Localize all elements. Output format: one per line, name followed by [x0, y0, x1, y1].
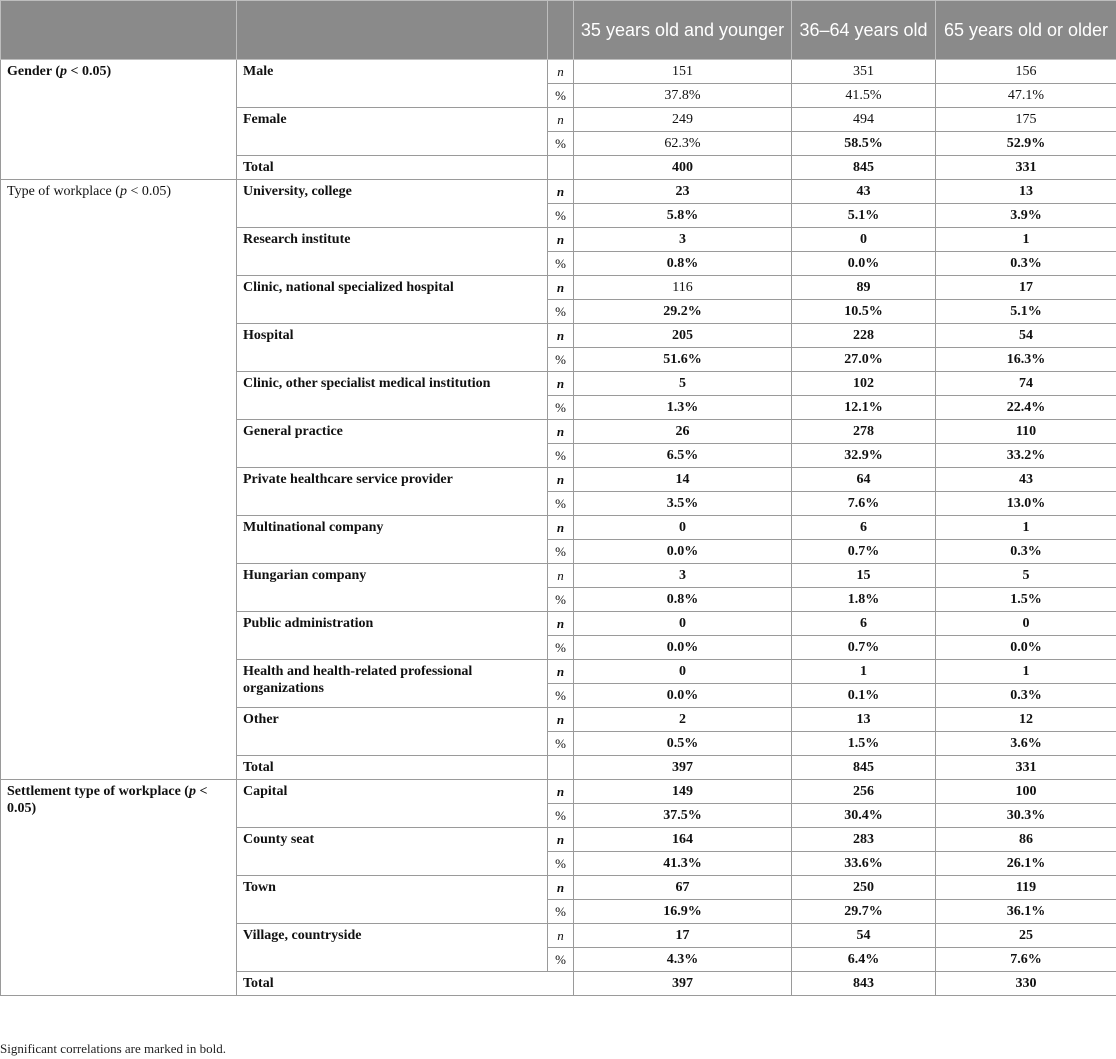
count-cell: 494	[792, 108, 936, 132]
count-cell: 12	[936, 708, 1116, 732]
count-cell: 110	[936, 420, 1116, 444]
stat-pct-label: %	[548, 900, 574, 924]
percent-cell: 41.5%	[792, 84, 936, 108]
total-stat-blank	[548, 756, 574, 780]
count-cell: 151	[574, 60, 792, 84]
percent-cell: 37.5%	[574, 804, 792, 828]
count-cell: 64	[792, 468, 936, 492]
percent-cell: 0.8%	[574, 588, 792, 612]
stat-n-label: n	[548, 660, 574, 684]
subgroup-label: Health and health-related professional organizations	[237, 660, 548, 708]
table-body	[1, 60, 1116, 996]
percent-cell: 5.1%	[792, 204, 936, 228]
percent-cell: 30.4%	[792, 804, 936, 828]
table-row	[1, 180, 1116, 204]
count-cell: 13	[936, 180, 1116, 204]
percent-cell: 32.9%	[792, 444, 936, 468]
count-cell: 5	[936, 564, 1116, 588]
count-cell: 249	[574, 108, 792, 132]
stat-n-label: n	[548, 708, 574, 732]
subgroup-label: Multinational company	[237, 516, 548, 564]
total-label: Total	[237, 756, 548, 780]
count-cell: 54	[792, 924, 936, 948]
percent-cell: 7.6%	[936, 948, 1116, 972]
count-cell: 2	[574, 708, 792, 732]
count-cell: 250	[792, 876, 936, 900]
subgroup-label: Male	[237, 60, 548, 108]
stat-pct-label: %	[548, 300, 574, 324]
count-cell: 100	[936, 780, 1116, 804]
count-cell: 0	[574, 516, 792, 540]
header-blank-2	[237, 1, 548, 60]
stat-pct-label: %	[548, 444, 574, 468]
count-cell: 54	[936, 324, 1116, 348]
percent-cell: 10.5%	[792, 300, 936, 324]
percent-cell: 52.9%	[936, 132, 1116, 156]
stat-n-label: n	[548, 372, 574, 396]
group-p-prefix: (	[51, 64, 61, 79]
percent-cell: 6.4%	[792, 948, 936, 972]
percent-cell: 0.0%	[936, 636, 1116, 660]
count-cell: 5	[574, 372, 792, 396]
count-cell: 149	[574, 780, 792, 804]
group-p-letter: p	[60, 64, 68, 79]
count-cell: 26	[574, 420, 792, 444]
stat-pct-label: %	[548, 492, 574, 516]
subgroup-label: Hungarian company	[237, 564, 548, 612]
percent-cell: 13.0%	[936, 492, 1116, 516]
percent-cell: 1.8%	[792, 588, 936, 612]
percent-cell: 58.5%	[792, 132, 936, 156]
percent-cell: 36.1%	[936, 900, 1116, 924]
stat-n-label: n	[548, 468, 574, 492]
count-cell: 14	[574, 468, 792, 492]
count-cell: 3	[574, 228, 792, 252]
count-cell: 25	[936, 924, 1116, 948]
subgroup-label: Capital	[237, 780, 548, 828]
group-label-text: Type of workplace	[7, 184, 112, 199]
count-cell: 175	[936, 108, 1116, 132]
subgroup-label: Research institute	[237, 228, 548, 276]
percent-cell: 0.5%	[574, 732, 792, 756]
percent-cell: 0.0%	[574, 636, 792, 660]
group-label-text: Settlement type of workplace	[7, 784, 181, 799]
total-cell: 845	[792, 156, 936, 180]
total-label: Total	[237, 972, 574, 996]
subgroup-label: Public administration	[237, 612, 548, 660]
percent-cell: 6.5%	[574, 444, 792, 468]
stat-n-label: n	[548, 108, 574, 132]
count-cell: 205	[574, 324, 792, 348]
count-cell: 43	[792, 180, 936, 204]
header-age-35-younger: 35 years old and younger	[574, 1, 792, 60]
percent-cell: 27.0%	[792, 348, 936, 372]
stat-n-label: n	[548, 780, 574, 804]
percent-cell: 33.2%	[936, 444, 1116, 468]
percent-cell: 0.8%	[574, 252, 792, 276]
count-cell: 6	[792, 612, 936, 636]
stat-pct-label: %	[548, 396, 574, 420]
group-p-value: < 0.05)	[67, 64, 112, 79]
header-blank-3	[548, 1, 574, 60]
stat-n-label: n	[548, 924, 574, 948]
stat-n-label: n	[548, 276, 574, 300]
percent-cell: 0.7%	[792, 636, 936, 660]
stat-pct-label: %	[548, 588, 574, 612]
percent-cell: 0.3%	[936, 252, 1116, 276]
count-cell: 102	[792, 372, 936, 396]
stat-n-label: n	[548, 516, 574, 540]
stat-pct-label: %	[548, 684, 574, 708]
stat-n-label: n	[548, 612, 574, 636]
stat-n-label: n	[548, 60, 574, 84]
stat-pct-label: %	[548, 84, 574, 108]
count-cell: 1	[792, 660, 936, 684]
count-cell: 0	[792, 228, 936, 252]
count-cell: 86	[936, 828, 1116, 852]
percent-cell: 33.6%	[792, 852, 936, 876]
stat-pct-label: %	[548, 804, 574, 828]
total-cell: 845	[792, 756, 936, 780]
subgroup-label: Other	[237, 708, 548, 756]
stat-pct-label: %	[548, 852, 574, 876]
group-p-prefix: (	[111, 184, 120, 199]
subgroup-label: Hospital	[237, 324, 548, 372]
total-cell: 330	[936, 972, 1116, 996]
group-p-value: < 0.05)	[126, 184, 171, 199]
percent-cell: 0.0%	[574, 540, 792, 564]
header-age-36-64: 36–64 years old	[792, 1, 936, 60]
footnote: Significant correlations are marked in bold.	[0, 1041, 226, 1056]
count-cell: 156	[936, 60, 1116, 84]
group-p-letter: p	[119, 184, 127, 199]
count-cell: 17	[574, 924, 792, 948]
count-cell: 89	[792, 276, 936, 300]
percent-cell: 22.4%	[936, 396, 1116, 420]
percent-cell: 26.1%	[936, 852, 1116, 876]
percent-cell: 51.6%	[574, 348, 792, 372]
percent-cell: 1.5%	[792, 732, 936, 756]
stat-n-label: n	[548, 564, 574, 588]
group-p-letter: p	[188, 784, 196, 799]
count-cell: 17	[936, 276, 1116, 300]
group-label	[1, 60, 237, 180]
count-cell: 0	[574, 660, 792, 684]
count-cell: 116	[574, 276, 792, 300]
total-cell: 397	[574, 972, 792, 996]
header-blank-1	[1, 1, 237, 60]
count-cell: 256	[792, 780, 936, 804]
stat-pct-label: %	[548, 636, 574, 660]
count-cell: 0	[936, 612, 1116, 636]
total-stat-blank	[548, 156, 574, 180]
group-label	[1, 180, 237, 780]
percent-cell: 12.1%	[792, 396, 936, 420]
percent-cell: 0.0%	[574, 684, 792, 708]
percent-cell: 37.8%	[574, 84, 792, 108]
subgroup-label: Private healthcare service provider	[237, 468, 548, 516]
percent-cell: 41.3%	[574, 852, 792, 876]
subgroup-label: Clinic, other specialist medical institution	[237, 372, 548, 420]
total-cell: 397	[574, 756, 792, 780]
count-cell: 15	[792, 564, 936, 588]
count-cell: 283	[792, 828, 936, 852]
percent-cell: 0.7%	[792, 540, 936, 564]
percent-cell: 16.9%	[574, 900, 792, 924]
stat-n-label: n	[548, 420, 574, 444]
percent-cell: 3.5%	[574, 492, 792, 516]
percent-cell: 4.3%	[574, 948, 792, 972]
stat-pct-label: %	[548, 540, 574, 564]
percent-cell: 0.3%	[936, 684, 1116, 708]
count-cell: 23	[574, 180, 792, 204]
count-cell: 3	[574, 564, 792, 588]
percent-cell: 0.1%	[792, 684, 936, 708]
percent-cell: 0.0%	[792, 252, 936, 276]
stat-pct-label: %	[548, 732, 574, 756]
stat-pct-label: %	[548, 132, 574, 156]
percent-cell: 1.3%	[574, 396, 792, 420]
subgroup-label: Village, countryside	[237, 924, 548, 972]
stat-n-label: n	[548, 324, 574, 348]
percent-cell: 0.3%	[936, 540, 1116, 564]
count-cell: 1	[936, 660, 1116, 684]
count-cell: 228	[792, 324, 936, 348]
percent-cell: 5.8%	[574, 204, 792, 228]
stat-pct-label: %	[548, 252, 574, 276]
count-cell: 74	[936, 372, 1116, 396]
count-cell: 13	[792, 708, 936, 732]
stat-pct-label: %	[548, 948, 574, 972]
subgroup-label: County seat	[237, 828, 548, 876]
subgroup-label: Town	[237, 876, 548, 924]
count-cell: 164	[574, 828, 792, 852]
stat-n-label: n	[548, 876, 574, 900]
total-cell: 400	[574, 156, 792, 180]
count-cell: 6	[792, 516, 936, 540]
count-cell: 0	[574, 612, 792, 636]
count-cell: 1	[936, 228, 1116, 252]
stat-n-label: n	[548, 228, 574, 252]
group-p-value: < 0.05)	[7, 784, 208, 816]
subgroup-label: Clinic, national specialized hospital	[237, 276, 548, 324]
total-label: Total	[237, 156, 548, 180]
count-cell: 1	[936, 516, 1116, 540]
subgroup-label: Female	[237, 108, 548, 156]
subgroup-label: General practice	[237, 420, 548, 468]
percent-cell: 7.6%	[792, 492, 936, 516]
percent-cell: 3.9%	[936, 204, 1116, 228]
header-row	[1, 1, 1116, 60]
count-cell: 119	[936, 876, 1116, 900]
percent-cell: 29.7%	[792, 900, 936, 924]
count-cell: 351	[792, 60, 936, 84]
percent-cell: 62.3%	[574, 132, 792, 156]
total-cell: 331	[936, 156, 1116, 180]
table-row	[1, 60, 1116, 84]
stat-pct-label: %	[548, 204, 574, 228]
percent-cell: 16.3%	[936, 348, 1116, 372]
percent-cell: 1.5%	[936, 588, 1116, 612]
group-label-text: Gender	[7, 64, 52, 79]
group-p-prefix: (	[180, 784, 189, 799]
table-row	[1, 780, 1116, 804]
group-label	[1, 780, 237, 996]
count-cell: 43	[936, 468, 1116, 492]
subgroup-label: University, college	[237, 180, 548, 228]
total-cell: 843	[792, 972, 936, 996]
count-cell: 278	[792, 420, 936, 444]
stat-n-label: n	[548, 828, 574, 852]
percent-cell: 30.3%	[936, 804, 1116, 828]
percent-cell: 5.1%	[936, 300, 1116, 324]
total-cell: 331	[936, 756, 1116, 780]
percent-cell: 29.2%	[574, 300, 792, 324]
percent-cell: 3.6%	[936, 732, 1116, 756]
stat-n-label: n	[548, 180, 574, 204]
header-age-65-older: 65 years old or older	[936, 1, 1116, 60]
stat-pct-label: %	[548, 348, 574, 372]
percent-cell: 47.1%	[936, 84, 1116, 108]
count-cell: 67	[574, 876, 792, 900]
